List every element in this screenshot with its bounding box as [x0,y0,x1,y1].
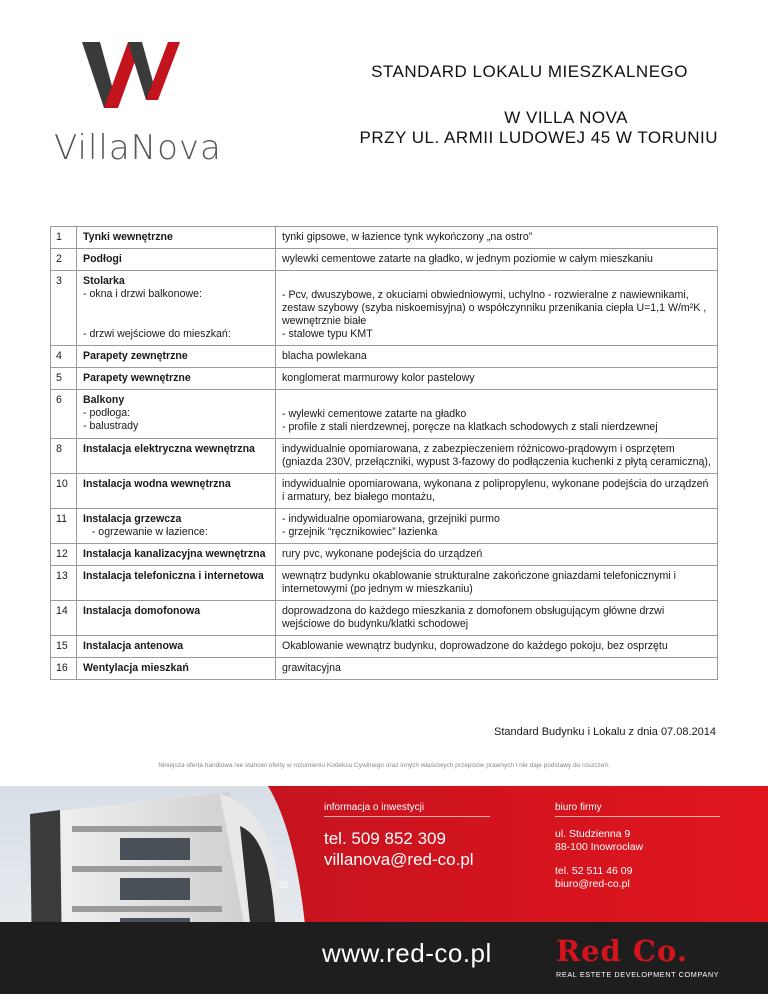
row-name [77,474,276,509]
table-row [51,249,718,271]
row-name [77,227,276,249]
row-name-text: Balkony [83,394,125,406]
row-name-text: Instalacja wodna wewnętrzna [83,478,231,490]
row-sub-item: - podłoga: [83,407,131,419]
divider [555,816,720,817]
red-co-tagline: REAL ESTETE DEVELOPMENT COMPANY [556,970,720,979]
table-row [51,439,718,474]
row-description: indywidualnie opomiarowana, z zabezpieczeniem różnicowo-prądowym i osprzętem (gniazda 230V, przełączniki, wypust 3-fazowy do podłączenia kuchenki z płytą ceramiczną), [276,439,718,474]
spacer [282,275,711,289]
building-number: 45 [278,880,289,890]
row-description: Okablowanie wewnątrz budynku, doprowadzone do każdego pokoju, bez osprzętu [276,636,718,658]
row-number: 3 [51,271,77,346]
row-sub-item: - ogrzewanie w łazience: [83,526,208,538]
row-name-text: Instalacja kanalizacyjna wewnętrzna [83,548,266,560]
row-name [77,601,276,636]
row-description: wewnątrz budynku okablowanie strukturalne zakończone gniazdami telefonicznymi i internetowymi (po jednym w mieszkaniu) [276,566,718,601]
office-city: 88-100 Inowrocław [555,841,644,853]
row-number: 11 [51,509,77,544]
doc-title-line3: PRZY UL. ARMII LUDOWEJ 45 W TORUNIU [359,128,718,147]
row-sub-item: - okna i drzwi balkonowe: [83,288,202,300]
row-description-part: - profile z stali nierdzewnej, poręcze na klatkach schodowych z stali nierdzewnej [282,421,658,433]
row-number: 2 [51,249,77,271]
row-name-text: Instalacja elektryczna wewnętrzna [83,443,255,455]
row-description-part: - stalowe typu KMT [282,328,373,340]
row-description: grawitacyjna [276,658,718,680]
row-name-text: Instalacja domofonowa [83,605,201,617]
row-name-text: Parapety wewnętrzne [83,372,191,384]
row-number: 6 [51,390,77,439]
disclaimer-text: Niniejsza oferta handlowa nie stanowi oferty w rozumieniu Kodeksu Cywilnego oraz innych właściwych przepisów prawnych i nie daje podstawy do roszczeń. [158,762,610,769]
row-name [77,439,276,474]
row-name-text: Stolarka [83,275,125,287]
table-row [51,271,718,346]
row-name-text: Wentylacja mieszkań [83,662,189,674]
row-name-text: Instalacja telefoniczna i internetowa [83,570,264,582]
row-number: 4 [51,346,77,368]
table-row [51,390,718,439]
row-name-text: Tynki wewnętrzne [83,231,173,243]
row-name [77,566,276,601]
doc-title-line2: W VILLA NOVA [504,108,628,127]
table-row [51,566,718,601]
row-name [77,658,276,680]
row-number: 5 [51,368,77,390]
row-name [77,390,276,439]
villanova-logo-icon [82,38,182,116]
office-phone[interactable]: tel. 52 511 46 09 [555,865,633,877]
table-row [51,509,718,544]
row-name-text: Instalacja antenowa [83,640,184,652]
row-number: 13 [51,566,77,601]
row-sub-item: - drzwi wejściowe do mieszkań: [83,328,231,340]
row-description [276,271,718,346]
office-email[interactable]: biuro@red-co.pl [555,878,630,890]
row-number: 14 [51,601,77,636]
row-description: konglomerat marmurowy kolor pastelowy [276,368,718,390]
row-description: tynki gipsowe, w łazience tynk wykończony „na ostro” [276,227,718,249]
brand-name: VillaNova [54,128,222,168]
divider [324,816,490,817]
row-description: indywidualnie opomiarowana, wykonana z polipropylenu, wykonane podejścia do urządzeń i armatury, bez białego montażu, [276,474,718,509]
red-co-logo: Red Co. [556,934,688,968]
row-description [276,509,718,544]
table-row [51,544,718,566]
row-description-part: - grzejnik “ręcznikowiec” łazienka [282,526,438,538]
spacer [282,394,711,408]
row-name-text: Parapety zewnętrzne [83,350,188,362]
row-number: 16 [51,658,77,680]
footer-banner [0,786,768,994]
office-label: biuro firmy [555,802,602,813]
row-number: 10 [51,474,77,509]
table-row [51,474,718,509]
row-name [77,249,276,271]
header-area [0,0,768,210]
row-name [77,544,276,566]
standard-date: Standard Budynku i Lokalu z dnia 07.08.2014 [494,726,716,738]
table-row [51,368,718,390]
row-number: 1 [51,227,77,249]
row-sub-item: - balustrady [83,420,139,432]
row-name [77,368,276,390]
doc-title-line1: STANDARD LOKALU MIESZKALNEGO [371,62,688,81]
row-description: doprowadzona do każdego mieszkania z domofonem obsługującym główne drzwi wejściowe do budynku/klatki schodowej [276,601,718,636]
office-street: ul. Studzienna 9 [555,828,631,840]
row-description: blacha powlekana [276,346,718,368]
table-row [51,346,718,368]
table-row [51,227,718,249]
website-link[interactable]: www.red-co.pl [322,938,492,968]
row-number: 12 [51,544,77,566]
row-number: 8 [51,439,77,474]
standard-table [50,226,718,680]
row-name [77,346,276,368]
table-row [51,658,718,680]
row-name [77,271,276,346]
row-description: rury pvc, wykonane podejścia do urządzeń [276,544,718,566]
row-name-text: Instalacja grzewcza [83,513,182,525]
row-description-part: - Pcv, dwuszybowe, z okuciami obwiedniowymi, uchylno - rozwieralne z nawiewnikami, zestaw szybowy (szyba niskoemisyjna) o współczynniku przenikania ciepła U=1,1 W/m²K , wewnętrznie białe [282,289,707,327]
row-name-text: Podłogi [83,253,122,265]
row-number: 15 [51,636,77,658]
info-label: informacja o inwestycji [324,802,425,813]
investment-phone[interactable]: tel. 509 852 309 [324,829,446,848]
row-description-part: - indywidualne opomiarowana, grzejniki purmo [282,513,500,525]
investment-email[interactable]: villanova@red-co.pl [324,850,474,869]
row-description-part: - wylewki cementowe zatarte na gładko [282,408,467,420]
row-name [77,636,276,658]
row-description: wylewki cementowe zatarte na gładko, w jednym poziomie w całym mieszkaniu [276,249,718,271]
row-name [77,509,276,544]
row-description [276,390,718,439]
table-row [51,601,718,636]
table-row [51,636,718,658]
